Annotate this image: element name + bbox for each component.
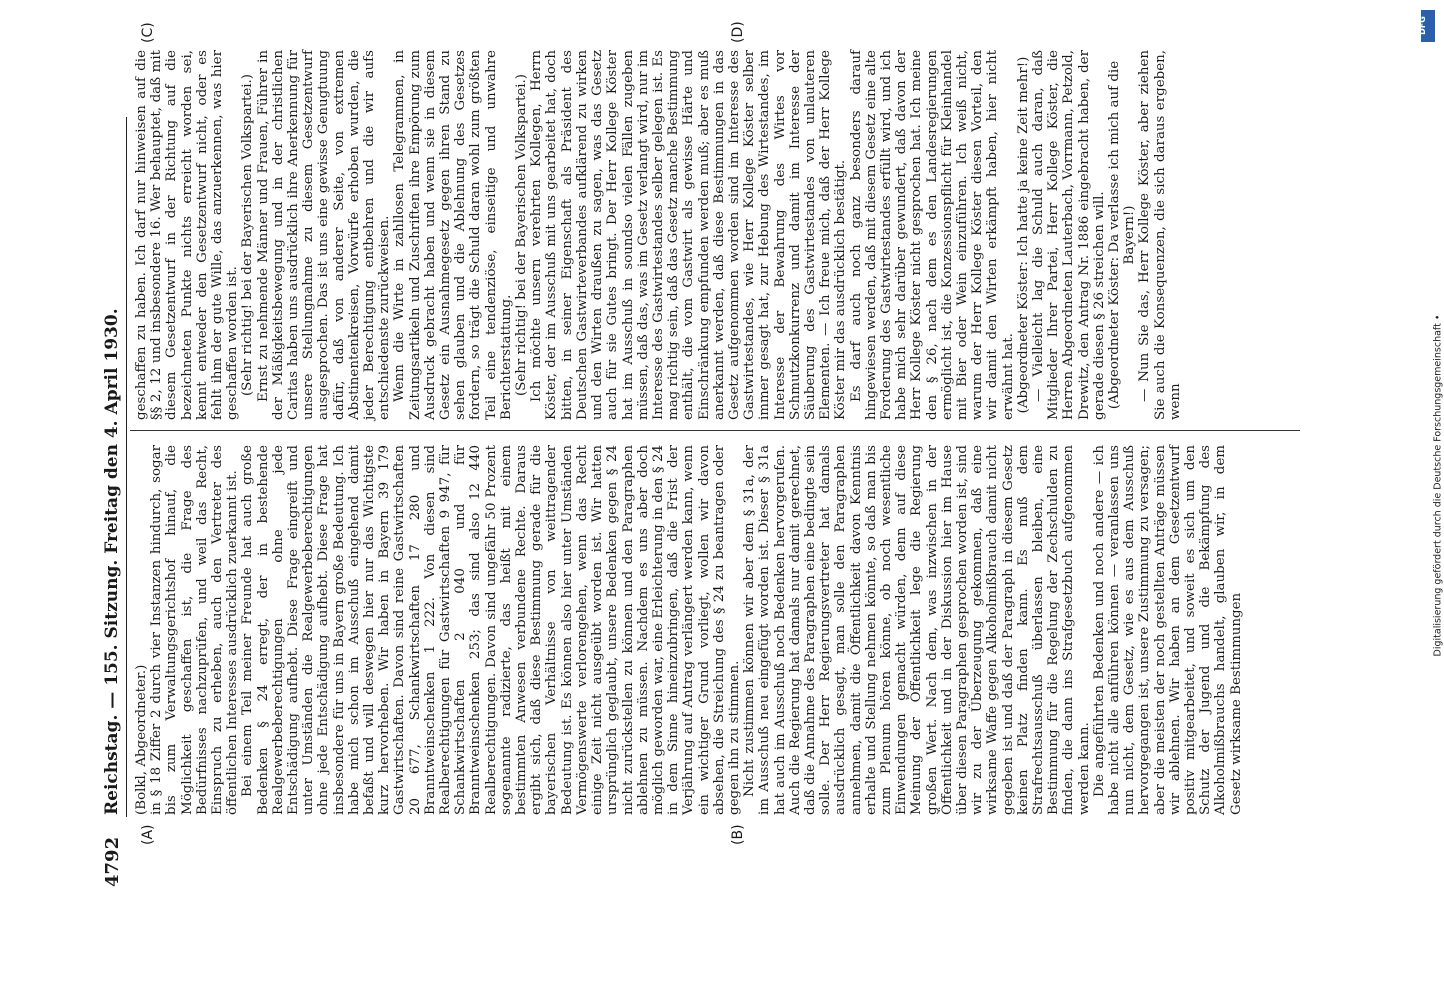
left-column	[134, 445, 1244, 815]
paragraph: Ernst zu nehmende Männer und Frauen, Führer in der Mäßigkeitsbewegung und in der christlichen Caritas haben uns ausdrücklich ihre Anerkennung für unsere Stellungnahme zu diesem Gesetzentwurf ausgesprochen. Das ist uns eine gewisse Genugtuung dafür, daß von anderer Seite, von extremen Abstinentenkreisen, Vorwürfe erhoben wurden, die jeder Berechtigung entbehren und die wir aufs entschiedenste zurückweisen.	[255, 50, 393, 420]
paragraph: — Nun Sie das, Herr Kollege Köster, aber ziehen Sie auch die Konsequenzen, die sich daraus ergeben, wenn	[1137, 50, 1183, 420]
paragraph: Wenn die Wirte in zahllosen Telegrammen, in Zeitungsartikeln und Zuschriften ihre Empörung zum Ausdruck gebracht haben und wenn sie in diesem Gesetz ein Ausnahmegesetz gegen ihren Stand zu sehen glauben und die Ablehnung des Gesetzes fordern, so trägt die Schuld daran wohl zum größten Teil eine tendenziöse, einseitige und unwahre Berichterstattung.	[392, 50, 514, 420]
paragraph: Bei einem Teil meiner Freunde hat auch große Bedenken § 24 erregt, der in bestehende Realgewerbeberechtigungen ohne jede Entschädigung aufhebt. Diese Frage eingreift und unter Umständen die Realgewerbeberechtigungen ohne jede Entschädigung aufhebt. Diese Frage hat insbesondere für uns in Bayern große Bedeutung. Ich habe mich schon im Ausschuß eingehend damit befaßt und will deswegen hier nur das Wichtigste kurz hervorheben. Wir haben in Bayern 39 179 Gastwirtschaften. Davon sind reine Gastwirtschaften 20 677, Schankwirtschaften 17 280 und Branntweinschenken 1 222. Von diesen sind Realberechtigungen für Gastwirtschaften 9 947, für Schankwirtschaften 2 040 und für Branntweinschenken 253; das sind also 12 440 Realberechtigungen. Davon sind ungefähr 50 Prozent sogenannte radizierte, das heißt mit einem bestimmten Anwesen verbundene Rechte. Daraus ergibt sich, daß diese Bestimmung gerade für die bayerischen Verhältnisse von weittragender Bedeutung ist. Es können also hier unter Umständen Vermögenswerte verlorengehen, wenn das Recht einige Zeit nicht ausgeübt worden ist. Wir hatten ursprünglich geglaubt, unsere Bedenken gegen § 24 nicht zurückstellen zu können und den Paragraphen ablehnen zu müssen. Nachdem es uns aber doch möglich geworden war, eine Erleichterung in den § 24 in dem Sinne hineinzubringen, daß die Frist der Verjährung auf Antrag verlängert werden kann, wenn ein wichtiger Grund vorliegt, wollen wir davon absehen, die Streichung des § 24 zu beantragen oder gegen ihn zu stimmen.	[240, 445, 742, 815]
page-number: 4792	[102, 836, 123, 887]
paragraph: — Vielleicht lag die Schuld auch daran, daß Mitglieder Ihrer Partei, Herr Kollege Köster, die Herren Abgeordneten Lauterbach, Vorrmann, Petzold, Drewitz, den Antrag Nr. 1886 eingebracht haben, der gerade diesen § 26 streichen will.	[1030, 50, 1107, 420]
paragraph: Es darf auch noch ganz besonders darauf hingewiesen werden, daß mit diesem Gesetz eine alte Forderung des Gastwirtestandes erfüllt wird, und ich habe mich sehr darüber gewundert, daß davon der Herr Kollege Köster nicht gesprochen hat. Ich meine den § 26, nach dem es den Landesregierungen ermöglicht ist, die Konzessionspflicht für Kleinhandel mit Bier oder Wein einzuführen. Ich weiß nicht, warum der Herr Kollege Köster diesen Vorteil, den wir damit den Wirten erkämpft haben, hier nicht erwähnt hat.	[848, 50, 1016, 420]
document-page	[10, 5, 1310, 905]
interjection: (Sehr richtig! bei der Bayerischen Volkspartei.)	[240, 73, 256, 397]
interjection: (Abgeordneter Köster: Da verlasse ich mich auf die Bayern!)	[1107, 60, 1138, 410]
paragraph: Ich möchte unsern verehrten Kollegen, Herrn Köster, der im Ausschuß mit uns gearbeitet hat, doch bitten, in seiner Eigenschaft als Präsident des Deutschen Gastwirteverbandes aufklärend zu wirken und den Wirten draußen zu sagen, was das Gesetz auch für sie Gutes bringt. Der Herr Kollege Köster hat im Ausschuß in soundso vielen Fällen zugeben müssen, daß das, was im Gesetz verlangt wird, nur im Interesse des Gastwirtestandes selber gelegen ist. Es mag richtig sein, daß das Gesetz manche Bestimmung enthält, die vom Gastwirt als gewisse Härte und Einschränkung empfunden werden muß; aber es muß anerkannt werden, daß diese Bestimmungen in das Gesetz aufgenommen worden sind im Interesse des Gastwirtestandes, wie Herr Kollege Köster selber immer gesagt hat, zur Hebung des Wirtestandes, im Interesse der Bewahrung des Wirtes vor Schmutzkonkurrenz und damit im Interesse der Säuberung des Gastwirtestandes von unlauteren Elementen. — Ich freue mich, daß der Herr Kollege Köster mir das ausdrücklich bestätigt.	[529, 50, 849, 420]
paragraph: (Bolkl, Abgeordneter.)	[134, 664, 149, 815]
margin-marker-a: (A)	[140, 824, 156, 845]
margin-marker-b: (B)	[730, 824, 746, 845]
margin-marker-c: (C)	[140, 22, 156, 43]
digitization-credit	[1417, 0, 1444, 1000]
column-divider	[130, 430, 1300, 431]
margin-marker-d: (D)	[730, 21, 746, 43]
paragraph: Nicht zustimmen können wir aber dem § 31a, der im Ausschuß neu eingefügt worden ist. Dieser § 31a hat auch im Ausschuß noch Bedenken hervorgerufen. Auch die Regierung hat damals nur damit gerechnet, daß die Annahme des Paragraphen eine bedingte sein solle. Der Herr Regierungsvertreter hat damals ausdrücklich gesagt, man solle den Paragraphen annehmen, damit die Öffentlichkeit davon Kenntnis erhalte und Stellung nehmen könnte, so daß man bis zum Plenum hören könne, ob noch wesentliche Einwendungen gemacht würden, denn auf diese Meinung der Öffentlichkeit lege die Regierung großen Wert. Nach dem, was inzwischen in der Öffentlichkeit und in der Diskussion hier im Hause über diesen Paragraphen gesprochen worden ist, sind wir zu der Überzeugung gekommen, daß eine wirksame Waffe gegen Alkoholmißbrauch damit nicht gegeben ist und daß der Paragraph in diesem Gesetz keinen Platz finden kann. Es muß dem Strafrechtsausschuß überlassen bleiben, eine Bestimmung für die Regelung der Zechschulden zu finden, die dann ins Strafgesetzbuch aufgenommen werden kann.	[742, 445, 1092, 815]
header-rule	[126, 117, 127, 817]
paragraph: in § 18 Ziffer 2 durch vier Instanzen hindurch, sogar bis zum Verwaltungsgerichtshof hinauf, die Möglichkeit geschaffen ist, die Frage des Bedürfnisses nachzuprüfen, und weil das Recht, Einspruch zu erheben, auch den Vertreter des öffentlichen Interesses ausdrücklich zuerkannt ist.	[149, 445, 241, 815]
right-column	[134, 50, 1183, 420]
page-header	[10, 5, 123, 905]
paragraph: Die angeführten Bedenken und noch andere — ich habe nicht alle anführen können — veranlassen uns nun nicht, dem Gesetz, wie es aus dem Ausschuß hervorgegangen ist, unsere Zustimmung zu versagen; aber die meisten der noch gestellten Anträge müssen wir ablehnen. Wir haben an dem Gesetzentwurf positiv mitgearbeitet, und soweit es sich um den Schutz der Jugend und die Bekämpfung des Alkoholmißbrauchs handelt, glauben wir, in dem Gesetz wirksame Bestimmungen	[1091, 445, 1244, 815]
paragraph: geschaffen zu haben. Ich darf nur hinweisen auf die §§ 2, 12 und insbesondere 16. Wer behauptet, daß mit diesem Gesetzentwurf in der Richtung auf die bezeichneten Punkte nichts erreicht worden sei, kennt entweder den Gesetzentwurf nicht, oder es fehlt ihm der gute Wille, das anzuerkennen, was hier geschaffen worden ist.	[134, 50, 241, 420]
dfg-logo: DFG	[1421, 10, 1435, 42]
interjection: (Sehr richtig! bei der Bayerischen Volkspartei.)	[514, 73, 530, 397]
page-title: Reichstag. — 155. Sitzung. Freitag den 4. April 1930.	[102, 308, 122, 815]
credit-text: Digitalisierung gefördert durch die Deutsche Forschungsgemeinschaft •	[1432, 314, 1444, 657]
interjection: (Abgeordneter Köster: Ich hatte ja keine Zeit mehr!)	[1015, 56, 1031, 414]
